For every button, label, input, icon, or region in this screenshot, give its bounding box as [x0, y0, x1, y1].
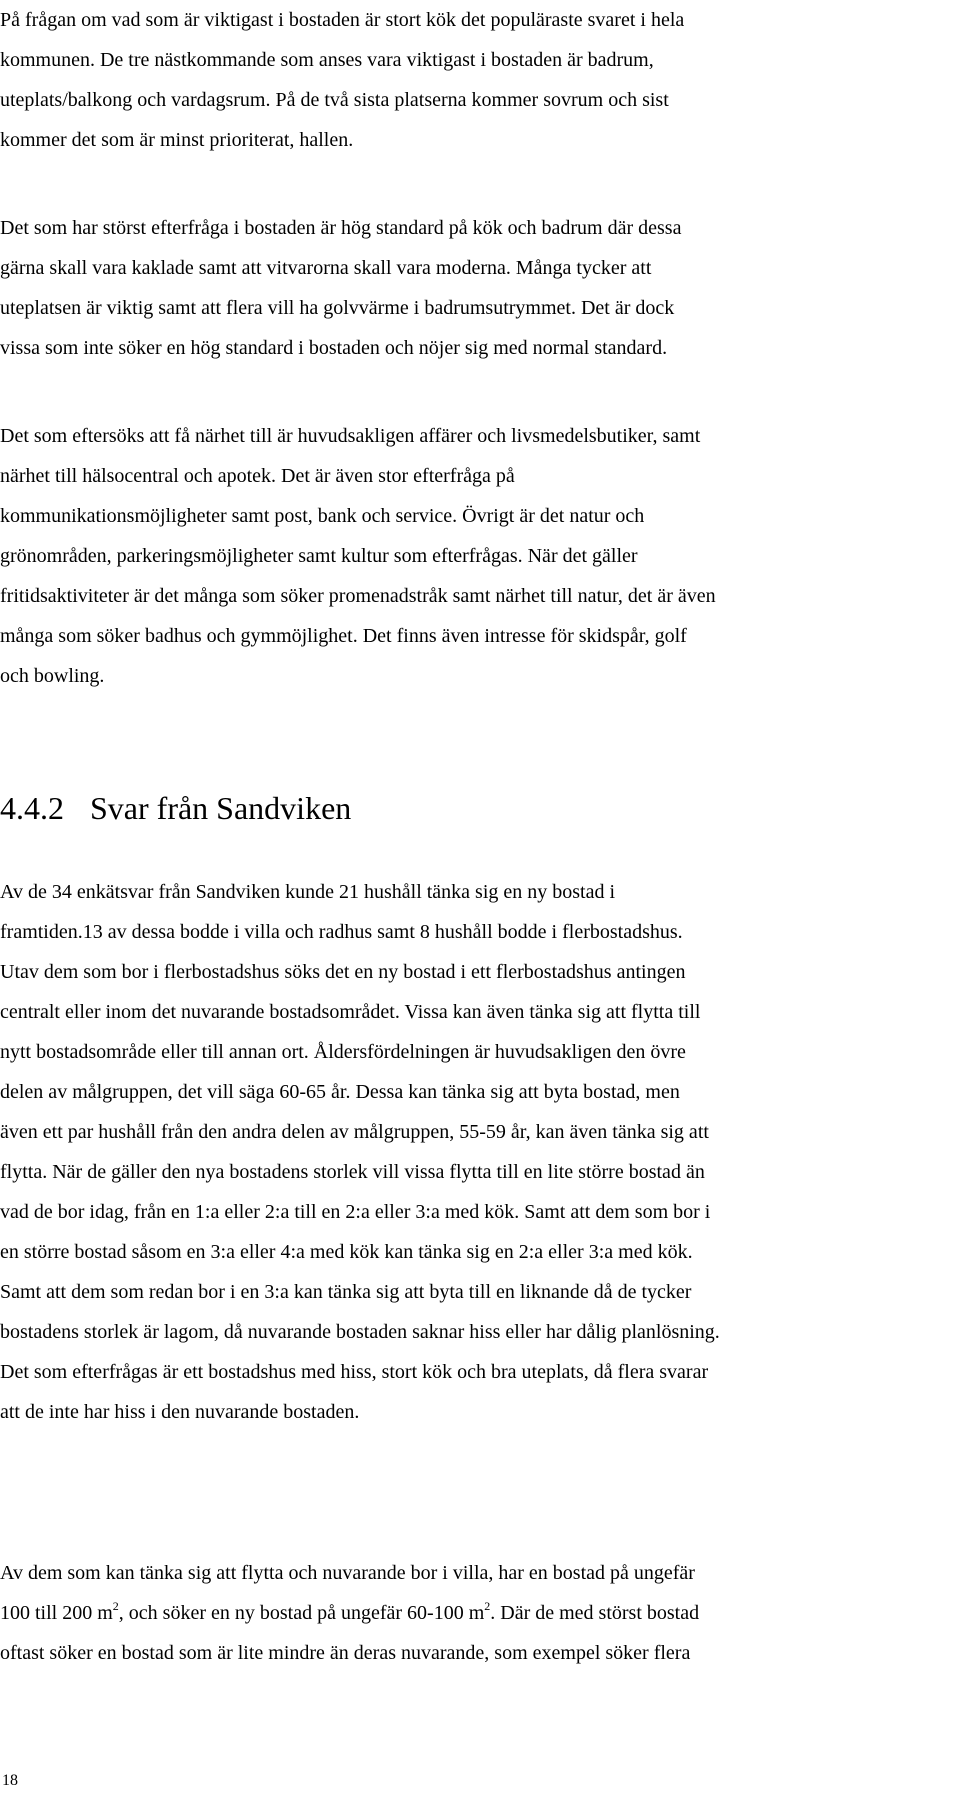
- text-fragment: 100 till 200 m: [0, 1602, 113, 1624]
- text-line: även ett par hushåll från den andra delen av målgruppen, 55-59 år, kan även tänka sig att: [0, 1121, 709, 1143]
- section-title: Svar från Sandviken: [90, 790, 352, 826]
- paragraph-proximity: [0, 416, 948, 696]
- text-line-with-superscript: [0, 1593, 948, 1633]
- text-line: kommunikationsmöjligheter samt post, bank och service. Övrigt är det natur och: [0, 505, 645, 527]
- text-fragment: . Där de med störst bostad: [490, 1602, 700, 1624]
- text-line: uteplats/balkong och vardagsrum. På de två sista platserna kommer sovrum och sist: [0, 89, 669, 111]
- text-line: Samt att dem som redan bor i en 3:a kan tänka sig att byta till en liknande då de tycker: [0, 1281, 692, 1303]
- section-number: 4.4.2: [0, 790, 64, 826]
- text-line: fritidsaktiviteter är det många som söker promenadstråk samt närhet till natur, det är även: [0, 585, 716, 607]
- text-line: nytt bostadsområde eller till annan ort. Åldersfördelningen är huvudsakligen den övre: [0, 1041, 686, 1063]
- text-line: Av de 34 enkätsvar från Sandviken kunde 21 hushåll tänka sig en ny bostad i: [0, 881, 616, 903]
- text-line: kommunen. De tre nästkommande som anses vara viktigast i bostaden är badrum,: [0, 49, 654, 71]
- text-line: vad de bor idag, från en 1:a eller 2:a till en 2:a eller 3:a med kök. Samt att dem som bor i: [0, 1201, 711, 1223]
- text-line: På frågan om vad som är viktigast i bostaden är stort kök det populäraste svaret i hela: [0, 9, 685, 31]
- text-line: Av dem som kan tänka sig att flytta och nuvarande bor i villa, har en bostad på ungefär: [0, 1562, 695, 1584]
- text-line: Det som eftersöks att få närhet till är huvudsakligen affärer och livsmedelsbutiker, samt: [0, 425, 701, 447]
- text-line: centralt eller inom det nuvarande bostadsområdet. Vissa kan även tänka sig att flytta till: [0, 1001, 701, 1023]
- text-line: att de inte har hiss i den nuvarande bostaden.: [0, 1401, 360, 1423]
- text-line: Det som har störst efterfråga i bostaden är hög standard på kök och badrum där dessa: [0, 217, 682, 239]
- text-line: kommer det som är minst prioriterat, hallen.: [0, 129, 354, 151]
- text-line: gärna skall vara kaklade samt att vitvarorna skall vara moderna. Många tycker att: [0, 257, 652, 279]
- text-line: framtiden.13 av dessa bodde i villa och radhus samt 8 hushåll bodde i flerbostadshus.: [0, 921, 683, 943]
- page-number: 18: [2, 1772, 18, 1789]
- text-line: delen av målgruppen, det vill säga 60-65 år. Dessa kan tänka sig att byta bostad, men: [0, 1081, 680, 1103]
- text-line: vissa som inte söker en hög standard i bostaden och nöjer sig med normal standard.: [0, 337, 668, 359]
- superscript: 2: [484, 1599, 491, 1613]
- text-line: Det som efterfrågas är ett bostadshus med hiss, stort kök och bra uteplats, då flera svarar: [0, 1361, 709, 1383]
- text-line: flytta. När de gäller den nya bostadens storlek vill vissa flytta till en lite större bostad än: [0, 1161, 705, 1183]
- text-line: närhet till hälsocentral och apotek. Det är även stor efterfråga på: [0, 465, 515, 487]
- text-line: uteplatsen är viktig samt att flera vill ha golvvärme i badrumsutrymmet. Det är dock: [0, 297, 675, 319]
- paragraph-sandviken-answers: [0, 872, 948, 1432]
- text-line: Utav dem som bor i flerbostadshus söks det en ny bostad i ett flerbostadshus antingen: [0, 961, 686, 983]
- text-line: och bowling.: [0, 665, 105, 687]
- paragraph-standard-demand: [0, 208, 948, 368]
- paragraph-villa-movers: [0, 1553, 948, 1673]
- text-line: en större bostad såsom en 3:a eller 4:a med kök kan tänka sig en 2:a eller 3:a med kök.: [0, 1241, 693, 1263]
- superscript: 2: [112, 1599, 119, 1613]
- text-line: många som söker badhus och gymmöjlighet. Det finns även intresse för skidspår, golf: [0, 625, 687, 647]
- text-line: grönområden, parkeringsmöjligheter samt kultur som efterfrågas. När det gäller: [0, 545, 638, 567]
- paragraph-kitchen-priority: [0, 0, 948, 160]
- section-heading: [0, 788, 351, 828]
- text-line: bostadens storlek är lagom, då nuvarande bostaden saknar hiss eller har dålig planlösning.: [0, 1321, 720, 1343]
- text-fragment: , och söker en ny bostad på ungefär 60-100 m: [118, 1602, 485, 1624]
- text-line: oftast söker en bostad som är lite mindre än deras nuvarande, som exempel söker flera: [0, 1642, 691, 1664]
